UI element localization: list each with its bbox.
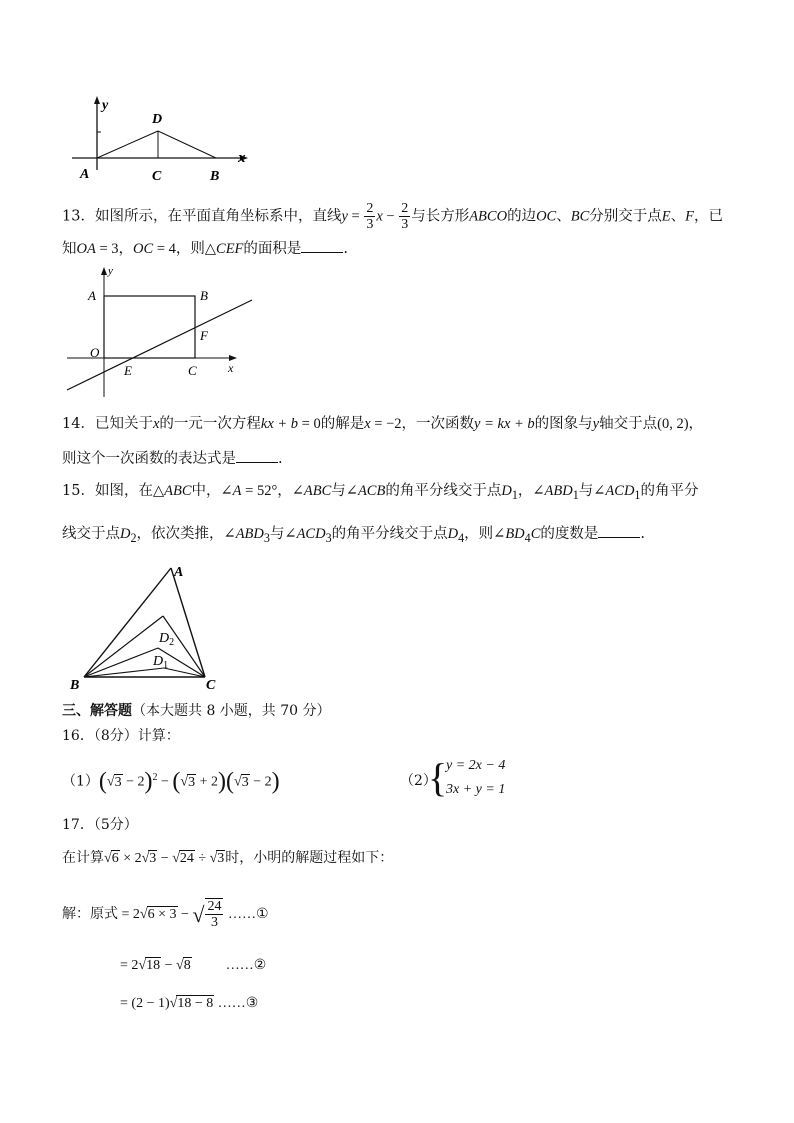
label-C: C xyxy=(206,678,216,693)
q14-text: 则这个一次函数的表达式是 xyxy=(62,451,236,467)
q13-text: 、 xyxy=(556,208,571,225)
label-A: A xyxy=(174,565,184,580)
subscript: 1 xyxy=(572,487,579,502)
q13-text: 13．如图所示，在平面直角坐标系中，直线 xyxy=(62,208,342,225)
figure-q12 xyxy=(62,90,262,190)
q14-text: 轴交于点 xyxy=(599,416,658,432)
var: F xyxy=(685,208,694,225)
q13-text: 的边 xyxy=(507,208,537,225)
q16-head xyxy=(62,726,180,746)
segment-AC xyxy=(171,568,205,677)
q15-text: 的角平分线交于点 xyxy=(385,483,502,499)
var: x xyxy=(364,416,371,432)
term: = 2 xyxy=(118,907,140,922)
subscript: 1 xyxy=(634,487,641,502)
answer-blank[interactable] xyxy=(598,523,640,538)
var: BD xyxy=(505,526,525,542)
term: − 2 xyxy=(249,774,272,790)
radicand: 3 xyxy=(217,851,225,866)
radicand: 24 xyxy=(179,851,194,866)
value: = 3 xyxy=(95,241,119,257)
q13-text: 分别交于点 xyxy=(589,208,662,225)
label-y: y xyxy=(108,265,113,277)
q14-text: 的图象与 xyxy=(534,416,593,432)
part-label: （1） xyxy=(62,773,99,790)
label-F: F xyxy=(200,328,208,343)
radicand: 3 xyxy=(114,774,122,790)
label-C: C xyxy=(188,363,197,378)
section-3-heading xyxy=(62,701,331,721)
segment-DB xyxy=(158,131,216,158)
label-A: A xyxy=(80,167,90,182)
fraction xyxy=(399,201,410,232)
label-C: C xyxy=(152,169,162,184)
q14-text: 的一元一次方程 xyxy=(159,416,261,432)
q15-text: 的度数是 xyxy=(540,526,599,542)
answer-blank[interactable] xyxy=(301,238,343,253)
rectangle-ABCO xyxy=(104,296,195,358)
section-note: （本大题共 8 小题，共 70 分） xyxy=(132,703,331,719)
denominator: 3 xyxy=(366,217,374,232)
var: BC xyxy=(570,208,590,225)
value: = 0 xyxy=(298,416,321,432)
q15-text: . xyxy=(640,526,645,542)
subscript: 4 xyxy=(524,530,531,545)
q15-text: ，依次类推，∠ xyxy=(136,526,236,542)
y-arrow xyxy=(94,96,100,104)
fraction xyxy=(364,201,375,232)
equation: y = kx + b xyxy=(474,416,535,432)
minus: − xyxy=(161,958,176,973)
numerator: 2 xyxy=(401,201,409,216)
q17-step2: = 2√18 − √8 ……② xyxy=(120,958,267,973)
var: D xyxy=(501,483,512,499)
label-E: E xyxy=(124,363,132,378)
part-label: （2） xyxy=(400,773,437,789)
minus: − xyxy=(177,907,193,922)
label-x: x xyxy=(238,150,246,166)
q15-text: ，则∠ xyxy=(464,526,506,542)
q14-text: ，一次函数 xyxy=(401,416,475,432)
value: = 52° xyxy=(241,483,278,499)
var: C xyxy=(530,526,541,542)
q14-text: 14．已知关于 xyxy=(62,416,153,432)
q13-text: ， xyxy=(118,241,134,257)
var-x: x xyxy=(376,208,383,225)
segment-AD xyxy=(97,131,158,158)
q13-line2 xyxy=(62,238,348,259)
term: (2 − 1) xyxy=(131,996,170,1011)
var: A xyxy=(232,483,242,499)
q13-text: 、 xyxy=(670,208,686,225)
label-y: y xyxy=(102,98,109,113)
radicand: 18 xyxy=(146,958,161,973)
q17-line: 在计算√6 × 2√3 − √24 ÷ √3时，小明的解题过程如下： xyxy=(62,850,394,866)
term: × 2 xyxy=(119,851,142,866)
var: ABD xyxy=(235,526,264,542)
q17-step1: 解：原式 = 2√6 × 3 − √ $\frac{24}{3}$ ……① xyxy=(62,899,269,930)
q15-line1 xyxy=(62,481,698,505)
var: ACB xyxy=(357,483,386,499)
q14-line2 xyxy=(62,448,283,469)
subscript: 3 xyxy=(263,530,270,545)
term: + 2 xyxy=(196,774,219,790)
answer-blank[interactable] xyxy=(236,448,278,463)
var: ABCO xyxy=(469,208,508,225)
radicand: 18 − 8 xyxy=(177,996,214,1011)
subscript: 1 xyxy=(511,487,518,502)
q16-part1: $(1)(√3 - 2)^2 - (√3 + 2)(√3 - 2)$ xyxy=(62,768,280,795)
figure-q15 xyxy=(62,560,242,695)
step-marker: ……① xyxy=(224,907,269,922)
var: ACD xyxy=(605,483,635,499)
q15-text: 的角平分线交于点 xyxy=(331,526,448,542)
label-B: B xyxy=(70,678,80,693)
equation: kx + b xyxy=(260,416,299,432)
subscript: 4 xyxy=(458,530,465,545)
label-B: B xyxy=(200,288,208,303)
segment-BD3 xyxy=(84,616,163,677)
q15-text: 中，∠ xyxy=(191,483,233,499)
value: = 4 xyxy=(153,241,176,257)
radicand: 3 xyxy=(241,774,249,790)
minus: − xyxy=(382,208,399,225)
q13-text: ，则△ xyxy=(175,241,217,257)
q15-text: 15．如图，在△ xyxy=(62,483,165,499)
q16-text: 16．（8分）计算： xyxy=(62,728,180,744)
q17-step3: = (2 − 1)√18 − 8 ……③ xyxy=(120,996,259,1011)
var: ACD xyxy=(296,526,326,542)
subscript: 3 xyxy=(325,530,332,545)
var: ABD xyxy=(544,483,573,499)
label-D: D xyxy=(152,112,163,127)
label-B: B xyxy=(210,169,220,184)
subscript: 2 xyxy=(130,530,137,545)
q17-text: 时，小明的解题过程如下： xyxy=(225,850,394,866)
var: x xyxy=(152,416,160,432)
q15-text: ，∠ xyxy=(517,483,545,499)
q15-text: 线交于点 xyxy=(62,526,120,542)
var: E xyxy=(661,208,671,225)
q13-text: 与长方形 xyxy=(411,208,470,225)
var: y xyxy=(592,416,600,432)
q15-text: 与∠ xyxy=(578,483,606,499)
label-A: A xyxy=(88,288,96,303)
q15-text: 的角平分 xyxy=(640,483,699,499)
step-marker: ……② xyxy=(225,958,267,973)
equation-2: 3x + y = 1 xyxy=(446,782,506,797)
q13-text: . xyxy=(343,241,349,257)
minus: − xyxy=(157,851,173,866)
q17-text: 17．（5分） xyxy=(62,817,138,833)
denominator: 3 xyxy=(210,915,218,930)
term: = xyxy=(120,996,132,1011)
q15-text: 与∠ xyxy=(269,526,297,542)
var: OC xyxy=(536,208,557,225)
q17-text: 在计算 xyxy=(62,850,104,866)
label-D1: $D_1$ xyxy=(153,654,169,671)
radicand: 6 xyxy=(111,851,119,866)
term: = 2 xyxy=(120,958,139,973)
step-marker: ……③ xyxy=(214,996,259,1011)
var: CEF xyxy=(216,241,244,257)
numerator: 2 xyxy=(366,201,374,216)
divide: ÷ xyxy=(194,851,210,866)
var-y: y xyxy=(341,208,348,225)
radicand: 3 xyxy=(188,774,196,790)
q14-text: . xyxy=(278,451,283,467)
figure-q13 xyxy=(62,262,262,402)
value: = −2 xyxy=(370,416,402,432)
exponent: 2 xyxy=(152,772,158,783)
q17-text: 解：原式 xyxy=(62,906,118,922)
var: ABC xyxy=(164,483,192,499)
brace: { xyxy=(428,755,448,800)
q15-text: ，∠ xyxy=(277,483,304,499)
numerator: 24 xyxy=(207,899,222,914)
q17-head xyxy=(62,815,138,835)
q13-text: 的面积是 xyxy=(243,241,302,257)
var: D xyxy=(447,526,459,542)
q14-text: 的解是 xyxy=(320,416,365,432)
var: OA xyxy=(76,241,96,257)
q15-text: 与∠ xyxy=(331,483,358,499)
var: OC xyxy=(133,241,154,257)
equation-1: y = 2x − 4 xyxy=(446,758,506,773)
var: D xyxy=(120,526,131,542)
equals: = xyxy=(347,208,364,225)
q13-text: ，已 xyxy=(693,208,723,225)
label-x: x xyxy=(228,361,234,375)
radicand: 3 xyxy=(149,851,157,866)
radicand: 6 × 3 xyxy=(147,907,177,922)
label-D2: $D_2$ xyxy=(159,631,175,648)
q16-part2 xyxy=(400,755,550,804)
fraction xyxy=(205,898,223,930)
q14-line1 xyxy=(62,414,703,434)
label-O: O xyxy=(90,345,100,360)
segment-D1C xyxy=(164,668,205,677)
term: − 2 xyxy=(122,774,145,790)
minus: − xyxy=(157,774,173,790)
q14-text: ， xyxy=(688,416,704,432)
denominator: 3 xyxy=(401,217,409,232)
q13-text: 知 xyxy=(62,241,77,257)
var: ABC xyxy=(303,483,332,499)
radicand: 8 xyxy=(183,958,191,973)
section-title: 三、解答题 xyxy=(62,703,132,719)
y-arrow xyxy=(101,267,107,275)
point: (0, 2) xyxy=(657,416,689,432)
q15-line2 xyxy=(62,523,645,548)
q13-line1 xyxy=(62,201,723,232)
